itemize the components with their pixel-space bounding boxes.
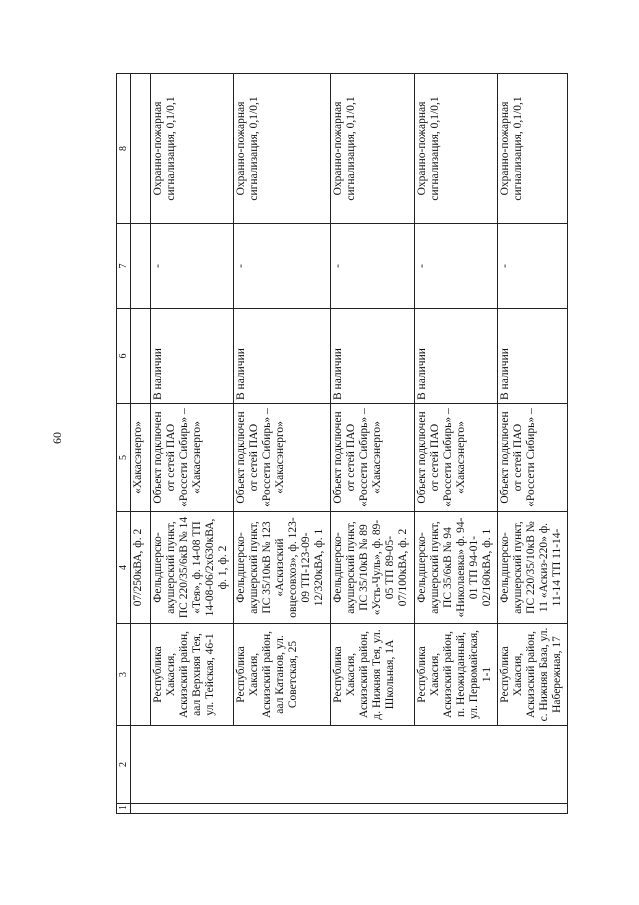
address-cell: Республика Хакасия, Аскизский район, аал Катанов, ул. Советская, 25 — [234, 624, 331, 726]
security-cell — [131, 74, 151, 224]
column-header: 4 — [117, 512, 131, 624]
table-row — [331, 74, 414, 814]
table-row — [234, 74, 331, 814]
column-header: 6 — [117, 309, 131, 404]
object-cell: Фельдшерско-акушерский пункт, ПС 35/10кВ № 89 «Усть-Чуль», ф. 89-05 ТП 89-05-07/100кВА, ф. 2 — [331, 512, 414, 624]
column-header: 1 — [117, 804, 131, 814]
security-cell: Охранно-пожарная сигнализация, 0,1/0,1 — [497, 74, 567, 224]
column-7-cell: - — [331, 224, 414, 309]
address-cell — [131, 624, 151, 726]
object-cell: Фельдшерско-акушерский пункт, ПС 220/35/10кВ № 11 «Аскиз-220» ф. 11-14 ТП 11-14- — [497, 512, 567, 624]
supply-cell: Объект подключен от сетей ПАО «Россети Сибирь» – «Хакасэнерго» — [151, 404, 234, 512]
table-row — [497, 74, 567, 814]
continuation-row — [131, 74, 151, 814]
availability-cell — [131, 309, 151, 404]
page-number: 60 — [50, 432, 64, 444]
availability-cell: В наличии — [414, 309, 497, 404]
column-header: 8 — [117, 74, 131, 224]
object-cell: 07/250кВА, ф. 2 — [131, 512, 151, 624]
column-7-cell — [131, 224, 151, 309]
column-header: 5 — [117, 404, 131, 512]
address-cell: Республика Хакасия, Аскизский район, п. Неожиданный, ул. Первомайская, 1-1 — [414, 624, 497, 726]
supply-cell: Объект подключен от сетей ПАО «Россети Сибирь» – «Хакасэнерго» — [234, 404, 331, 512]
address-cell: Республика Хакасия, Аскизский район, аал Верхняя Тея, ул. Тейская, 46-1 — [151, 624, 234, 726]
address-cell: Республика Хакасия, Аскизский район, с. Нижняя База, ул. Набережная, 17 — [497, 624, 567, 726]
supply-cell: Объект подключен от сетей ПАО «Россети Сибирь» – «Хакасэнерго» — [331, 404, 414, 512]
address-cell: Республика Хакасия, Аскизский район, д. Нижняя Тея, ул. Школьная, 1А — [331, 624, 414, 726]
object-cell: Фельдшерско-акушерский пункт, ПС 35/10кВ № 123 «Аскизский овцесовхоз», ф. 123-09 ТП-123-09-12/320кВА, ф. 1 — [234, 512, 331, 624]
availability-cell: В наличии — [234, 309, 331, 404]
header-row — [117, 74, 131, 814]
object-cell: Фельдшерско-акушерский пункт, ПС 35/6кВ № 94 «Николаевка» ф. 94-01 ТП 94-01-02/160кВА, ф. 1 — [414, 512, 497, 624]
column-7-cell: - — [497, 224, 567, 309]
availability-cell: В наличии — [151, 309, 234, 404]
table-row — [414, 74, 497, 814]
security-cell: Охранно-пожарная сигнализация, 0,1/0,1 — [234, 74, 331, 224]
security-cell: Охранно-пожарная сигнализация, 0,1/0,1 — [414, 74, 497, 224]
column-7-cell: - — [414, 224, 497, 309]
column-header: 2 — [117, 726, 131, 804]
column-2-cell — [131, 726, 568, 804]
security-cell: Охранно-пожарная сигнализация, 0,1/0,1 — [151, 74, 234, 224]
column-7-cell: - — [151, 224, 234, 309]
supply-cell: Объект подключен от сетей ПАО «Россети Сибирь» – «Хакасэнерго» — [414, 404, 497, 512]
column-1-cell — [131, 804, 568, 814]
supply-cell: Объект подключен от сетей ПАО «Россети Сибирь» – — [497, 404, 567, 512]
availability-cell: В наличии — [331, 309, 414, 404]
object-cell: Фельдшерско-акушерский пункт, ПС 220/35/6кВ № 14 «Тея», ф. 14-08 ТП 14-08-06/2х630кВА, ф. 1, ф. 2 — [151, 512, 234, 624]
facilities-table — [116, 73, 568, 814]
column-header: 7 — [117, 224, 131, 309]
table-row — [151, 74, 234, 814]
column-header: 3 — [117, 624, 131, 726]
supply-cell: «Хакасэнерго» — [131, 404, 151, 512]
column-7-cell: - — [234, 224, 331, 309]
rotated-table-wrapper — [116, 74, 568, 814]
security-cell: Охранно-пожарная сигнализация, 0,1/0,1 — [331, 74, 414, 224]
availability-cell: В наличии — [497, 309, 567, 404]
